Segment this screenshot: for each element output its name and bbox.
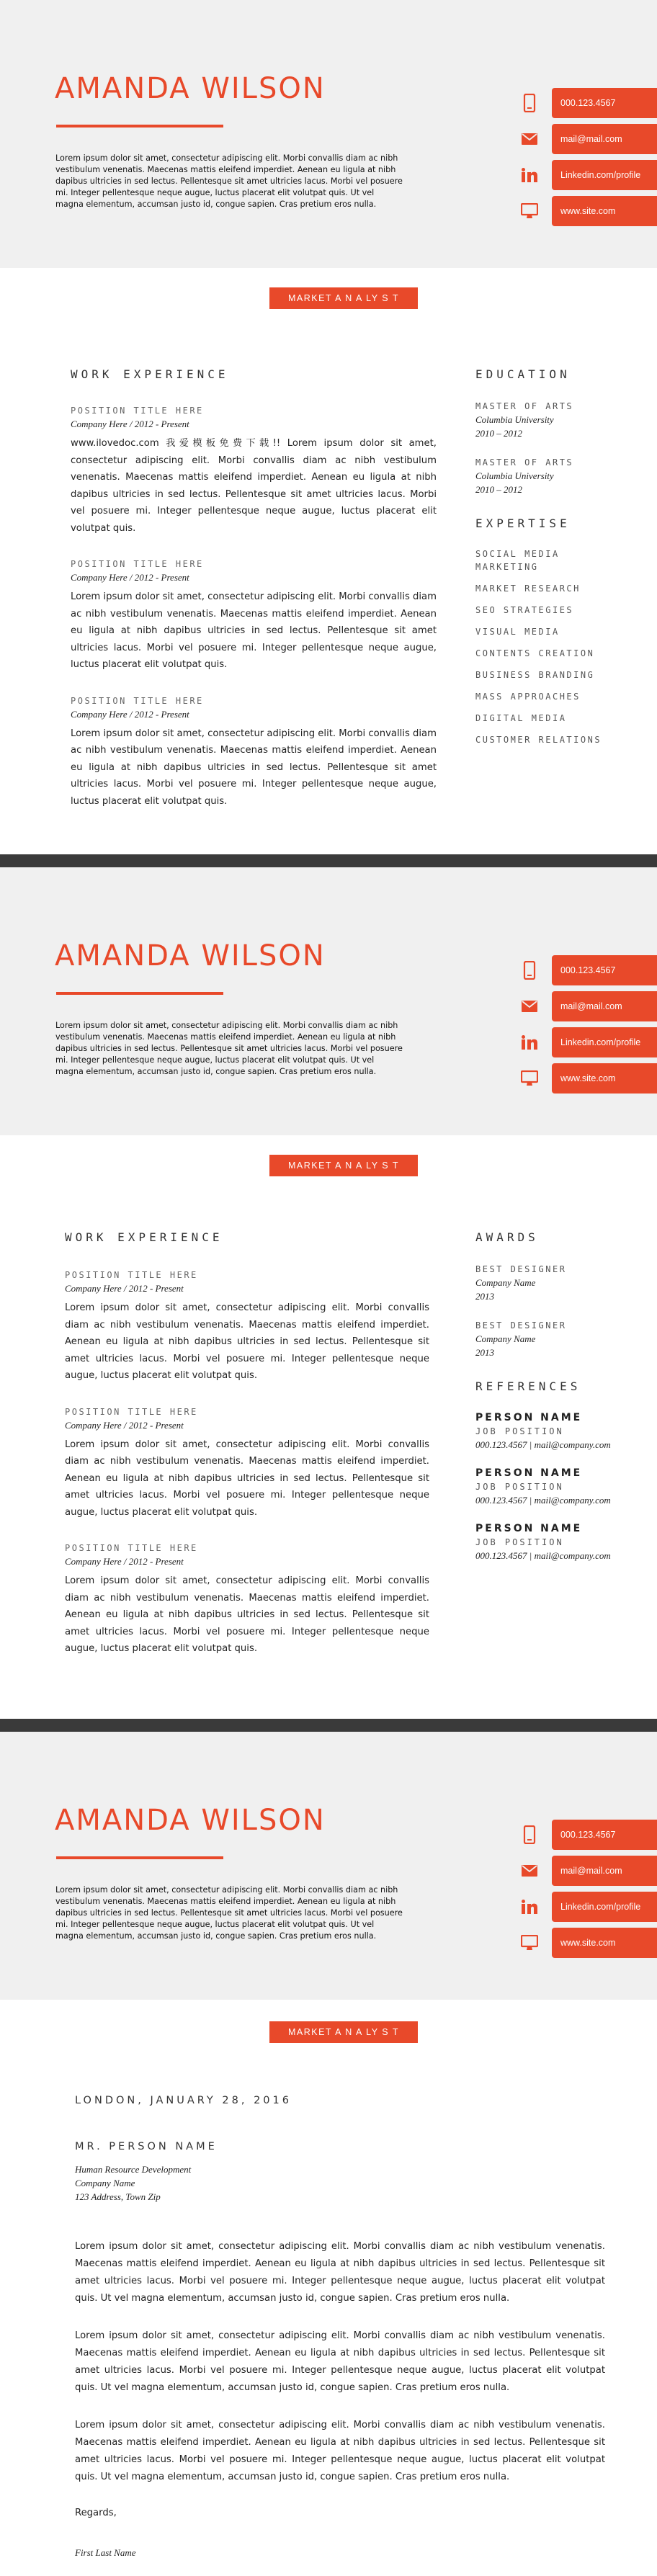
contact-phone-text[interactable]: 000.123.4567 [552, 88, 657, 118]
linkedin-icon [520, 166, 539, 184]
references-title: REFERENCES [475, 1379, 581, 1393]
degree: MASTER OF ARTS [475, 401, 574, 411]
education-title: EDUCATION [475, 367, 571, 381]
sidebar-column [475, 1230, 643, 1577]
website-icon [520, 1933, 539, 1952]
page-header [0, 867, 657, 1135]
company-period: Company Here / 2012 - Present [71, 572, 189, 583]
position-title: POSITION TITLE HERE [71, 559, 204, 569]
job-description: Lorem ipsum dolor sit amet, consectetur adipiscing elit. Morbi convallis diam ac nibh vestibulum venenatis. Maecenas mattis eleifend imperdiet. Aenean eu ligula at nibh dapibus ultricies in sed lectus. Pellentesque sit amet ultricies lacus. Morbi vel posuere mi. Integer pellentesque neque augue, luctus placerat elit volutpat quis. [65, 1302, 429, 1381]
page-header [0, 1732, 657, 2000]
school: Columbia University [475, 414, 554, 425]
email-icon [520, 130, 539, 148]
letter-paragraph: Lorem ipsum dolor sit amet, consectetur adipiscing elit. Morbi convallis diam ac nibh vestibulum venenatis. Maecenas mattis eleifend imperdiet. Aenean eu ligula at nibh dapibus ultricies in sed lectus. Pellentesque sit amet ultricies lacus. Morbi vel posuere mi. Integer pellentesque neque augue, luctus placerat elit volutpat quis. Ut vel magna elementum, accumsan justo id, congue sapien. Cras pretium eros nulla. [75, 2420, 605, 2482]
award-entry [475, 1263, 643, 1303]
award-company: Company Name [475, 1277, 536, 1288]
reference-contact: 000.123.4567 | mail@company.com [475, 1495, 611, 1506]
skill-item: DIGITAL MEDIA [475, 713, 567, 723]
position-title: POSITION TITLE HERE [71, 695, 204, 706]
reference-position: JOB POSITION [475, 1537, 564, 1547]
school: Columbia University [475, 470, 554, 481]
resume-page-1 [0, 0, 657, 854]
website-icon [520, 1069, 539, 1088]
contact-website[interactable] [520, 1063, 657, 1094]
company-period: Company Here / 2012 - Present [71, 708, 189, 720]
contact-linkedin[interactable] [520, 160, 657, 190]
reference-entry [475, 1521, 643, 1562]
contact-website[interactable] [520, 1928, 657, 1958]
position-title: POSITION TITLE HERE [65, 1406, 198, 1417]
role-badge: MARKET A N A LY S T [269, 287, 418, 309]
company-period: Company Here / 2012 - Present [65, 1283, 184, 1294]
job-description: www.ilovedoc.com 我爱模板免费下载!! Lorem ipsum dolor sit amet, consectetur adipiscing elit. Morbi convallis diam ac nibh vestibulum venenatis. Maecenas mattis eleifend imperdiet. Aenean eu ligula at nibh dapibus ultricies in sed lectus. Pellentesque sit amet ultricies lacus. Morbi vel posuere mi. Integer pellentesque neque augue, luctus placerat elit volutpat quis. [71, 438, 437, 534]
award-name: BEST DESIGNER [475, 1320, 567, 1331]
candidate-name: AMANDA WILSON [55, 1804, 326, 1837]
address-line: 123 Address, Town Zip [75, 2191, 161, 2202]
job-entry [65, 1270, 429, 1385]
recipient-name: MR. PERSON NAME [75, 2141, 218, 2152]
intro-text: Lorem ipsum dolor sit amet, consectetur adipiscing elit. Morbi convallis diam ac nibh vestibulum venenatis. Maecenas mattis eleifend imperdiet. Aenean eu ligula at nibh dapibus ultricies in sed lectus. Pellentesque sit amet ultricies lacus. Morbi vel posuere mi. Integer pellentesque neque augue, luctus placerat elit volutpat quis. Ut vel magna elementum, accumsan justo id, congue sapien. Cras pretium eros nulla. [55, 153, 403, 209]
page-separator [0, 1719, 657, 1732]
job-description: Lorem ipsum dolor sit amet, consectetur adipiscing elit. Morbi convallis diam ac nibh vestibulum venenatis. Maecenas mattis eleifend imperdiet. Aenean eu ligula at nibh dapibus ultricies in sed lectus. Pellentesque sit amet ultricies lacus. Morbi vel posuere mi. Integer pellentesque neque augue, luctus placerat elit volutpat quis. [65, 1575, 429, 1654]
skill-item: MARKET RESEARCH [475, 583, 581, 594]
job-entry [65, 1543, 429, 1658]
position-title: POSITION TITLE HERE [65, 1270, 198, 1280]
education-entry [475, 456, 643, 496]
skill-item: CONTENTS CREATION [475, 648, 595, 658]
contact-linkedin[interactable] [520, 1892, 657, 1922]
contact-linkedin-text[interactable]: Linkedin.com/profile [552, 1892, 657, 1922]
letter-date: LONDON, JANUARY 28, 2016 [75, 2095, 292, 2106]
contact-email-text[interactable]: mail@mail.com [552, 124, 657, 154]
job-description: Lorem ipsum dolor sit amet, consectetur adipiscing elit. Morbi convallis diam ac nibh vestibulum venenatis. Maecenas mattis eleifend imperdiet. Aenean eu ligula at nibh dapibus ultricies in sed lectus. Pellentesque sit amet ultricies lacus. Morbi vel posuere mi. Integer pellentesque neque augue, luctus placerat elit volutpat quis. [71, 728, 437, 807]
degree: MASTER OF ARTS [475, 457, 574, 468]
resume-page-2 [0, 867, 657, 1719]
closing: Regards, [75, 2508, 117, 2518]
contact-email[interactable] [520, 991, 657, 1021]
contact-website-text[interactable]: www.site.com [552, 1928, 657, 1958]
reference-name: PERSON NAME [475, 1523, 583, 1534]
skill-item: SEO STRATEGIES [475, 605, 574, 615]
contact-list [520, 955, 657, 1099]
signature-name: First Last Name [75, 2547, 136, 2558]
reference-name: PERSON NAME [475, 1412, 583, 1423]
email-icon [520, 997, 539, 1016]
reference-position: JOB POSITION [475, 1482, 564, 1492]
work-experience-section [71, 367, 437, 832]
section-title: WORK EXPERIENCE [65, 1230, 223, 1244]
years: 2010 – 2012 [475, 484, 522, 495]
intro-text: Lorem ipsum dolor sit amet, consectetur adipiscing elit. Morbi convallis diam ac nibh vestibulum venenatis. Maecenas mattis eleifend imperdiet. Aenean eu ligula at nibh dapibus ultricies in sed lectus. Pellentesque sit amet ultricies lacus. Morbi vel posuere mi. Integer pellentesque neque augue, luctus placerat elit volutpat quis. Ut vel magna elementum, accumsan justo id, congue sapien. Cras pretium eros nulla. [55, 1021, 403, 1076]
address-line: Human Resource Development [75, 2164, 192, 2175]
reference-contact: 000.123.4567 | mail@company.com [475, 1550, 611, 1561]
job-description: Lorem ipsum dolor sit amet, consectetur adipiscing elit. Morbi convallis diam ac nibh vestibulum venenatis. Maecenas mattis eleifend imperdiet. Aenean eu ligula at nibh dapibus ultricies in sed lectus. Pellentesque sit amet ultricies lacus. Morbi vel posuere mi. Integer pellentesque neque augue, luctus placerat elit volutpat quis. [65, 1439, 429, 1518]
contact-website-text[interactable]: www.site.com [552, 1063, 657, 1094]
contact-linkedin-text[interactable]: Linkedin.com/profile [552, 160, 657, 190]
cover-letter-page [0, 1732, 657, 2576]
position-title: POSITION TITLE HERE [65, 1543, 198, 1553]
linkedin-icon [520, 1033, 539, 1052]
intro-text: Lorem ipsum dolor sit amet, consectetur adipiscing elit. Morbi convallis diam ac nibh vestibulum venenatis. Maecenas mattis eleifend imperdiet. Aenean eu ligula at nibh dapibus ultricies in sed lectus. Pellentesque sit amet ultricies lacus. Morbi vel posuere mi. Integer pellentesque neque augue, luctus placerat elit volutpat quis. Ut vel magna elementum, accumsan justo id, congue sapien. Cras pretium eros nulla. [55, 1885, 403, 1941]
award-year: 2013 [475, 1347, 494, 1358]
education-entry [475, 400, 643, 440]
name-underline [56, 125, 223, 128]
reference-position: JOB POSITION [475, 1426, 564, 1436]
skill-item: MASS APPROACHES [475, 692, 581, 702]
contact-phone-text[interactable]: 000.123.4567 [552, 1820, 657, 1850]
contact-list [520, 88, 657, 232]
award-name: BEST DESIGNER [475, 1264, 567, 1274]
awards-title: AWARDS [475, 1230, 539, 1244]
contact-email[interactable] [520, 124, 657, 154]
expertise-title: EXPERTISE [475, 516, 571, 530]
skill-item: BUSINESS BRANDING [475, 670, 595, 680]
name-underline [56, 1856, 223, 1859]
company-period: Company Here / 2012 - Present [65, 1556, 184, 1567]
job-entry [71, 406, 437, 537]
position-title: POSITION TITLE HERE [71, 406, 204, 416]
reference-contact: 000.123.4567 | mail@company.com [475, 1439, 611, 1450]
linkedin-icon [520, 1897, 539, 1916]
contact-linkedin[interactable] [520, 1027, 657, 1057]
letter-paragraph: Lorem ipsum dolor sit amet, consectetur adipiscing elit. Morbi convallis diam ac nibh vestibulum venenatis. Maecenas mattis eleifend imperdiet. Aenean eu ligula at nibh dapibus ultricies in sed lectus. Pellentesque sit amet ultricies lacus. Morbi vel posuere mi. Integer pellentesque neque augue, luctus placerat elit volutpat quis. Ut vel magna elementum, accumsan justo id, congue sapien. Cras pretium eros nulla. [75, 2241, 605, 2304]
reference-entry [475, 1410, 643, 1452]
page-header [0, 0, 657, 268]
reference-entry [475, 1466, 643, 1507]
phone-icon [520, 94, 539, 112]
contact-phone-text[interactable]: 000.123.4567 [552, 955, 657, 985]
phone-icon [520, 1825, 539, 1844]
phone-icon [520, 961, 539, 980]
contact-list [520, 1820, 657, 1964]
contact-email-text[interactable]: mail@mail.com [552, 1856, 657, 1886]
contact-phone[interactable] [520, 88, 657, 118]
company-period: Company Here / 2012 - Present [65, 1419, 184, 1431]
contact-website-text[interactable]: www.site.com [552, 196, 657, 226]
contact-website[interactable] [520, 196, 657, 226]
letter-paragraph: Lorem ipsum dolor sit amet, consectetur adipiscing elit. Morbi convallis diam ac nibh vestibulum venenatis. Maecenas mattis eleifend imperdiet. Aenean eu ligula at nibh dapibus ultricies in sed lectus. Pellentesque sit amet ultricies lacus. Morbi vel posuere mi. Integer pellentesque neque augue, luctus placerat elit volutpat quis. Ut vel magna elementum, accumsan justo id, congue sapien. Cras pretium eros nulla. [75, 2330, 605, 2393]
contact-email[interactable] [520, 1856, 657, 1886]
contact-phone[interactable] [520, 955, 657, 985]
candidate-name: AMANDA WILSON [55, 72, 326, 105]
role-badge: MARKET A N A LY S T [269, 2021, 418, 2043]
cover-letter-body [75, 2095, 605, 2559]
page-separator [0, 854, 657, 867]
years: 2010 – 2012 [475, 428, 522, 439]
work-experience-section [65, 1230, 429, 1680]
reference-name: PERSON NAME [475, 1467, 583, 1479]
award-company: Company Name [475, 1333, 536, 1344]
job-entry [71, 559, 437, 674]
skill-item: VISUAL MEDIA [475, 627, 560, 637]
award-year: 2013 [475, 1291, 494, 1302]
name-underline [56, 992, 223, 995]
contact-phone[interactable] [520, 1820, 657, 1850]
contact-email-text[interactable]: mail@mail.com [552, 991, 657, 1021]
job-entry [65, 1407, 429, 1521]
email-icon [520, 1861, 539, 1880]
candidate-name: AMANDA WILSON [55, 939, 326, 972]
company-period: Company Here / 2012 - Present [71, 419, 189, 429]
skill-item: CUSTOMER RELATIONS [475, 735, 602, 745]
award-entry [475, 1319, 643, 1359]
website-icon [520, 202, 539, 220]
contact-linkedin-text[interactable]: Linkedin.com/profile [552, 1027, 657, 1057]
sidebar-column [475, 367, 643, 755]
job-description: Lorem ipsum dolor sit amet, consectetur adipiscing elit. Morbi convallis diam ac nibh vestibulum venenatis. Maecenas mattis eleifend imperdiet. Aenean eu ligula at nibh dapibus ultricies in sed lectus. Pellentesque sit amet ultricies lacus. Morbi vel posuere mi. Integer pellentesque neque augue, luctus placerat elit volutpat quis. [71, 591, 437, 670]
address-line: Company Name [75, 2178, 135, 2188]
section-title: WORK EXPERIENCE [71, 367, 229, 381]
skill-item: SOCIAL MEDIA MARKETING [475, 549, 560, 572]
job-entry [71, 696, 437, 810]
recipient-address [75, 2163, 605, 2204]
role-badge: MARKET A N A LY S T [269, 1155, 418, 1176]
